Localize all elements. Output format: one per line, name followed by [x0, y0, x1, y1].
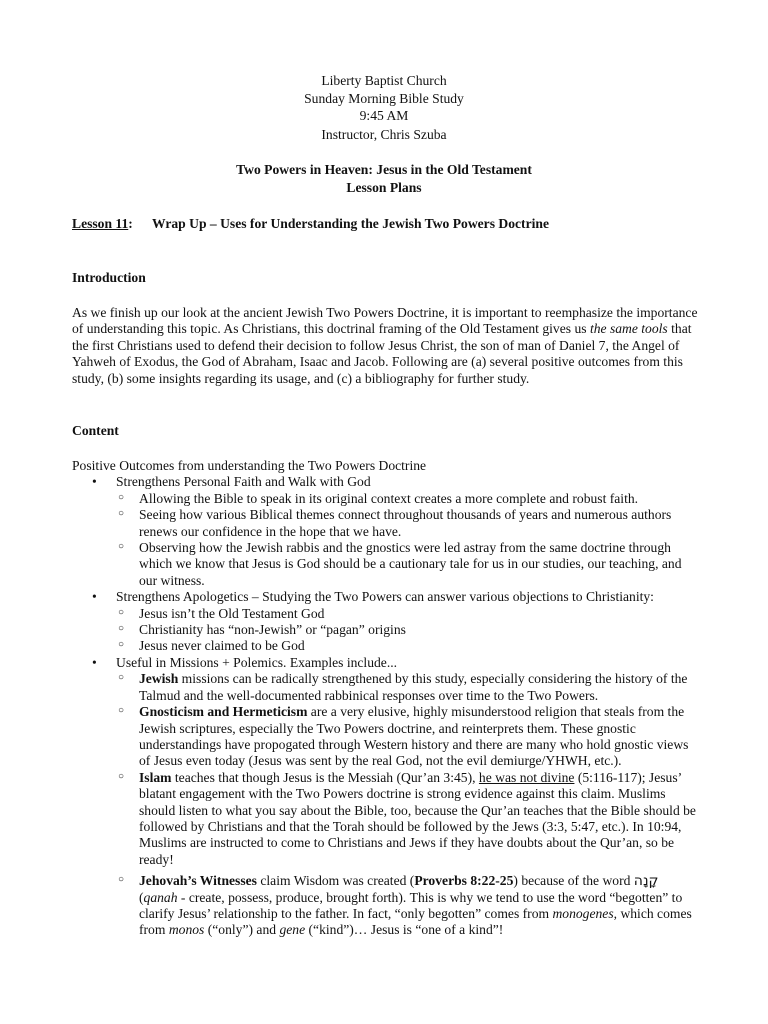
jewish-term: Jewish: [139, 671, 179, 687]
list-item: [72, 770, 698, 868]
jewish-text: missions can be radically strengthened by this study, especially considering the history of the Talmud and the well-documented rabbinical responses over time to the Two Powers.: [139, 671, 688, 703]
intro-italic: the same tools: [589, 321, 668, 337]
lesson-number: [72, 216, 133, 232]
outcomes-list: [72, 474, 698, 938]
gnostic-text: are a very elusive, highly misunderstood religion that steals from the Jewish scriptures, especially the Two Powers doctrine, and reinterprets them. These gnostic understandings have propogated through Western history and there are many who hold gnostic views of Jesus even today (Jesus was sent by the real God, not the evil demiurge/YHWH, etc.).: [139, 704, 689, 769]
list-item: [72, 655, 698, 939]
church-name: Liberty Baptist Church: [321, 73, 447, 88]
lesson-label: Lesson 11: [72, 216, 129, 231]
list-item: [72, 704, 698, 770]
list-item: [72, 589, 698, 655]
lesson-colon: :: [128, 216, 133, 231]
faith-sublist: [116, 491, 698, 589]
jw-text-5: , which comes from: [139, 905, 692, 938]
list-item: [72, 671, 698, 704]
class-name: Sunday Morning Bible Study: [304, 91, 464, 106]
introduction-heading: Introduction: [72, 270, 146, 285]
jw-term: Jehovah’s Witnesses: [139, 873, 257, 889]
list-item: [72, 873, 698, 939]
islam-term: Islam: [139, 769, 172, 785]
monos-term: monos: [168, 922, 205, 938]
content-body: [72, 458, 698, 939]
list-item: ○ Observing how the Jewish rabbis and the gnostics were led astray from the same doctrine through which we know that Jesus is God should be a cautionary tale for us in our studies, our teaching, and our witness.: [72, 540, 698, 589]
intro-text-2: that the first Christians used to defend their decision to follow Jesus Christ, the son of man of Daniel 7, the Angel of Yahweh of Exodus, the God of Abraham, Isaac and Jacob. Following are (a) several positive outcomes from this study, (b) some insights regarding its usage, and (c) a bibliography for further study.: [72, 321, 692, 386]
list-item: ○ Allowing the Bible to speak in its original context creates a more complete and robust faith.: [72, 491, 698, 507]
list-item: ○ Seeing how various Biblical themes connect throughout thousands of years and numerous authors renews our confidence in the hope that we have.: [72, 507, 698, 540]
jw-text-4: - create, possess, produce, brought forth). This is why we tend to use the word “begotten” to clarify Jesus’ relationship to the father. In fact, “only begotten” comes from: [139, 889, 683, 921]
gene-term: gene: [279, 922, 306, 938]
jw-reference: Proverbs 8:22-25: [414, 873, 514, 889]
lesson-title: Wrap Up – Uses for Understanding the Jewish Two Powers Doctrine: [152, 216, 549, 231]
hebrew-word: קָנָה: [633, 873, 659, 890]
introduction-paragraph: [72, 305, 698, 387]
gnostic-term: Gnosticism and Hermeticism: [139, 704, 308, 720]
jw-text-6: (“only”) and: [204, 922, 280, 938]
islam-underlined: he was not divine: [478, 769, 575, 785]
instructor: Instructor, Chris Szuba: [321, 127, 447, 142]
list-item: ○ Jesus isn’t the Old Testament God: [72, 606, 698, 622]
content-lead: Positive Outcomes from understanding the Two Powers Doctrine: [72, 458, 427, 473]
content-heading: Content: [72, 423, 119, 438]
list-item: [72, 474, 698, 589]
jw-text-1: claim Wisdom was created (: [256, 873, 415, 889]
islam-text-2: (5:116-117); Jesus’ blatant engagement with the Two Powers doctrine is strong evidence against this claim. Muslims should listen to what you say about the Bible, too, because the Qur’an teaches that the Bible should be followed by Christians and that the Torah should be followed by the Jews (3:3, 5:47, etc.). In 10:94, Muslims are instructed to come to Christians and Jews if they have doubts about the Qur’an, so be ready!: [139, 769, 696, 867]
bullet-apologetics: Strengthens Apologetics – Studying the Two Powers can answer various objections to Christianity:: [116, 589, 654, 605]
jw-text-2: ) because of the word: [513, 873, 634, 889]
jw-text-3: (: [139, 889, 144, 905]
islam-text-1: teaches that though Jesus is the Messiah (Qur’an 3:45),: [171, 769, 479, 785]
lesson-plans-subtitle: Lesson Plans: [346, 180, 422, 195]
bullet-faith: Strengthens Personal Faith and Walk with God: [116, 474, 371, 490]
apologetics-sublist: [116, 606, 698, 655]
qanah-term: qanah: [143, 889, 178, 905]
intro-text-1: As we finish up our look at the ancient Jewish Two Powers Doctrine, it is important to reemphasize the importance of understanding this topic. As Christians, this doctrinal framing of the Old Testament gives us: [72, 305, 698, 337]
missions-sublist: [116, 671, 698, 939]
bullet-missions: Useful in Missions + Polemics. Examples include...: [116, 654, 398, 670]
monogenes-term: monogenes: [552, 905, 614, 921]
class-time: 9:45 AM: [359, 108, 409, 123]
list-item: ○ Christianity has “non-Jewish” or “pagan” origins: [72, 622, 698, 638]
series-title: Two Powers in Heaven: Jesus in the Old Testament: [236, 162, 532, 177]
jw-text-7: (“kind”)… Jesus is “one of a kind”!: [305, 922, 504, 938]
list-item: ○ Jesus never claimed to be God: [72, 638, 698, 654]
